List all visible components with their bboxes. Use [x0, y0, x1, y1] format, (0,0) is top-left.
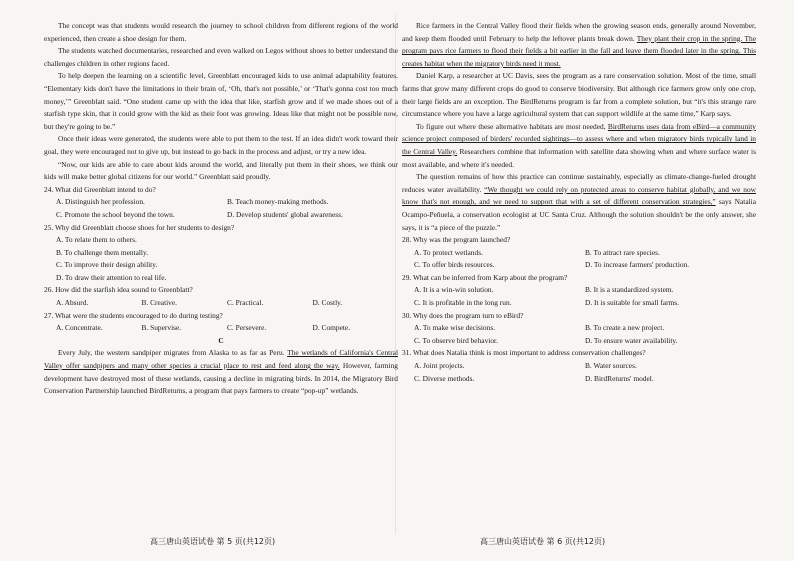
left-column: [44, 20, 398, 398]
underlined-sentence: The wetlands of California's Central Valley offer sandpipers and many other species a crucial place to rest and feed along the way.: [44, 348, 398, 371]
option-a: A. To make wise decisions.: [414, 323, 496, 333]
question-24: 24. What did Greenblatt intend to do?: [44, 184, 156, 194]
page-footer-left: 高三唐山英语试卷 第 5 页(共12页): [150, 537, 276, 546]
option-d: D. It is suitable for small farms.: [585, 298, 680, 308]
option-b: B. To challenge them mentally.: [56, 247, 149, 257]
passage-paragraph: [44, 347, 398, 397]
question-31: 31. What does Natalia think is most important to address conservation challenges?: [402, 348, 646, 358]
question-30: 30. Why does the program turn to eBird?: [402, 310, 524, 320]
option-c: C. It is profitable in the long run.: [414, 298, 512, 308]
passage-paragraph: The concept was that students would research the journey to school children from different regions of the world experienced, then create a shoe design for them.: [44, 21, 398, 43]
option-d: D. BirdReturns' model.: [585, 373, 654, 383]
question-30-options: [414, 322, 756, 347]
text-run: The question remains of how this practice can continue sustainably, especially as climate-change-fueled drought reduces water availability.: [402, 172, 756, 194]
option-d: D. Compete.: [312, 323, 351, 333]
text-run: says Natalia Ocampo-Peñuela, a conservation ecologist at UC Santa Cruz. Although the solution shouldn't be the only answer, she says, it is “a piece of the puzzle.”: [402, 197, 756, 232]
question-28-options: [414, 247, 756, 272]
option-b: B. To attract rare species.: [585, 247, 660, 257]
question-24-options: [56, 196, 398, 221]
page-footer-right: 高三唐山英语试卷 第 6 页(共12页): [480, 537, 606, 546]
option-b: B. Water sources.: [585, 361, 637, 371]
passage-paragraph: [402, 20, 756, 70]
option-a: A. Distinguish her profession.: [56, 197, 145, 207]
option-a: A. Concentrate.: [56, 323, 103, 333]
option-c: C. Persevere.: [227, 323, 267, 333]
option-c: C. To observe bird behavior.: [414, 335, 498, 345]
option-c: C. Diverse methods.: [414, 373, 475, 383]
option-b: B. Creative.: [141, 298, 178, 308]
text-run: However, farming development have destroyed most of these wetlands, causing a decline in migrating birds. In 2014, the Migratory Bird Conservation Partnership launched BirdReturns, a program that pays farmers to create “pop-up” wetlands.: [44, 361, 398, 396]
option-d: D. To increase farmers' production.: [585, 260, 690, 270]
passage-paragraph: Daniel Karp, a researcher at UC Davis, sees the program as a rare conservation solution. Most of the time, small farms that grow many different crops do good to conserve biodiversity. But although rice farmers grow only one crop, their large fields are an exception. The BirdReturns program is far from a complete solution, but “it's this strange rare circumstance where you have a large agricultural system that can support wildlife at the same time,” Karp says.: [402, 71, 756, 119]
question-29: 29. What can be inferred from Karp about the program?: [402, 272, 568, 282]
passage-paragraph: [402, 171, 756, 234]
option-d: D. To ensure water availability.: [585, 335, 678, 345]
section-heading: C: [218, 335, 224, 345]
option-a: A. To relate them to others.: [56, 235, 137, 245]
option-b: B. It is a standardized system.: [585, 285, 674, 295]
option-c: C. To offer birds resources.: [414, 260, 495, 270]
question-25: 25. Why did Greenblatt choose shoes for her students to design?: [44, 222, 235, 232]
option-a: A. Joint projects.: [414, 361, 465, 371]
option-c: C. Practical.: [227, 298, 264, 308]
text-run: Every July, the western sandpiper migrates from Alaska to as far as Peru.: [58, 348, 288, 358]
question-31-options: [414, 360, 756, 385]
option-c: C. To improve their design ability.: [56, 260, 158, 270]
passage-paragraph: To help deepen the learning on a scientific level, Greenblatt encouraged kids to use animal adaptability features. “Elementary kids don't have the limitations in their brain of, ‘Oh, that's not possible,’ or ‘That's gonna cost too much money,’” Greenblatt said. “One student came up with the idea that like, starfish grow and if we made shoes out of a starfish type skin, that it could grow with the kid as their foot was growing. Ideas like that might not be possible now, but they're going to be.”: [44, 71, 398, 131]
text-run: Researchers combine that information with satellite data showing when and where surface water is most available, and where it's needed.: [402, 146, 756, 169]
question-28: 28. Why was the program launched?: [402, 235, 511, 245]
right-column: [402, 20, 756, 385]
option-a: A. Absurd.: [56, 298, 89, 308]
question-27-options: [56, 322, 398, 335]
passage-paragraph: “Now, our kids are able to care about kids around the world, and literally put them in their shoes, we think our kids will make better global citizens for our world.” Greenblatt said proudly.: [44, 159, 398, 182]
question-29-options: [414, 284, 756, 309]
option-b: B. Supervise.: [141, 323, 182, 333]
option-b: B. Teach money-making methods.: [227, 197, 329, 207]
question-27: 27. What were the students encouraged to do during testing?: [44, 310, 223, 320]
question-26: 26. How did the starfish idea sound to Greenblatt?: [44, 285, 193, 295]
option-b: B. To create a new project.: [585, 323, 665, 333]
option-d: D. Develop students' global awareness.: [227, 209, 343, 219]
option-a: A. To protect wetlands.: [414, 247, 483, 257]
text-run: Rice farmers in the Central Valley flood their fields when the growing season ends, generally around November, and keep them flooded until February to help the leftover plants break down.: [402, 21, 756, 43]
question-26-options: [56, 297, 398, 310]
passage-paragraph: The students watched documentaries, researched and even walked on Legos without shoes to better understand the challenges children in other regions faced.: [44, 46, 398, 68]
option-d: D. Costly.: [312, 298, 343, 308]
underlined-sentence: “We thought we could rely on protected areas to conserve habitat globally, and we now know that's not enough, and we need to support that with a set of different conservation strategies,”: [402, 184, 757, 207]
option-c: C. Promote the school beyond the town.: [56, 209, 175, 219]
passage-paragraph: Once their ideas were generated, the students were able to put them to the test. If an idea didn't work toward their goal, they were encouraged not to give up, but instead to go back in the process and adjust, or try a new idea.: [44, 134, 398, 156]
option-d: D. To draw their attention to real life.: [56, 272, 167, 282]
option-a: A. It is a win-win solution.: [414, 285, 494, 295]
underlined-sentence: They plant their crop in the spring. The program pays rice farmers to flood their fields a bit earlier in the fall and leave them flooded later in the spring. This creates habitat when the migratory birds need it most.: [402, 33, 756, 68]
text-run: To figure out where these alternative habitats are most needed,: [416, 121, 608, 131]
passage-paragraph: [402, 121, 756, 171]
underlined-sentence: BirdReturns uses data from eBird—a community science project composed of birders' recorded sightings—to assess where and when migratory birds typically land in the Central Valley.: [402, 121, 756, 156]
